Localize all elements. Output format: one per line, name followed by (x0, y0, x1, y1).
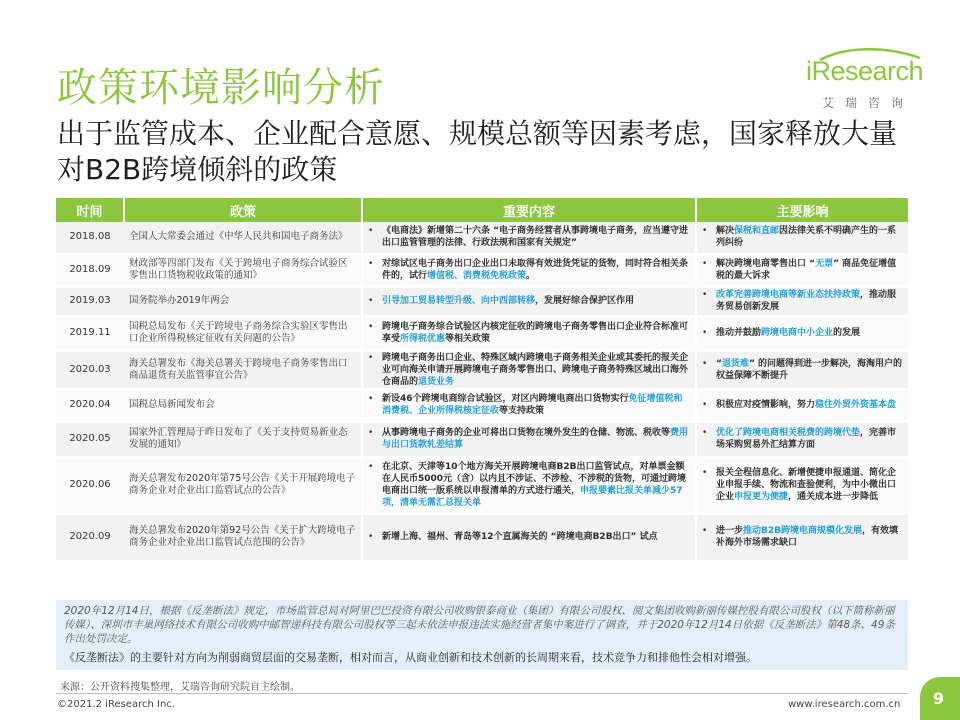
impact-text (716, 258, 903, 282)
bullet-icon: • (702, 290, 708, 300)
impact-text (716, 289, 903, 313)
bullet-icon: • (368, 428, 374, 438)
highlight-text: 优化了跨境电商相关税费的跨境代垫 (716, 428, 861, 438)
cell-impact (696, 316, 908, 350)
table-header-row (56, 198, 908, 222)
text-segment: 因法律关系不明确产生的一系列纠纷 (716, 226, 897, 249)
bullet-icon: • (368, 532, 374, 542)
policy-table (56, 198, 908, 563)
table-row (56, 316, 908, 350)
cell-policy: 国税总局发布《关于跨境电子商务综合实验区零售出口企业所得税核定征收有关问题的公告》 (124, 316, 362, 350)
highlight-text: 保税和直邮 (734, 226, 780, 237)
bullet-icon: • (368, 296, 374, 306)
cell-impact (696, 222, 908, 254)
logo-wordmark: iResearch (806, 56, 924, 86)
logo-chinese-name: 艾瑞咨询 (822, 96, 915, 110)
header-content: 重要内容 (362, 198, 696, 222)
text-segment: ，推动服务贸易创新发展 (716, 290, 897, 312)
highlight-text: 申报要素比报关单减少57项，清单无需汇总报关单 (382, 486, 683, 508)
cell-date: 2020.04 (56, 389, 124, 421)
cell-impact (696, 350, 908, 389)
impact-text (716, 467, 903, 503)
text-segment: 积极应对疫情影响，努力 (716, 400, 816, 410)
iresearch-logo (806, 56, 924, 110)
cell-policy: 全国人大常委会通过《中华人民共和国电子商务法》 (124, 222, 362, 254)
text-segment: ，发展好综合保护区作用 (535, 296, 635, 306)
table-row (56, 222, 908, 254)
cell-date: 2019.03 (56, 286, 124, 316)
impact-text (716, 525, 903, 549)
highlight-text: 增值税、消费税免税政策 (427, 271, 527, 281)
text-segment: ” 的问题得到进一步解决，海淘用户的权益保障不断提升 (716, 358, 902, 381)
cell-policy: 财政部等四部门发布《关于跨境电子商务综合试验区零售出口货物税收政策的通知》 (124, 254, 362, 286)
bullet-icon: • (368, 259, 374, 269)
cell-content (362, 513, 696, 561)
bullet-icon: • (368, 322, 374, 332)
highlight-text: 申报更为便捷 (734, 492, 789, 502)
cell-date: 2018.08 (56, 222, 124, 254)
cell-content (362, 222, 696, 254)
text-segment: 《电商法》新增第二十六条 “电子商务经营者从事跨境电子商务，应当遵守进出口监管管理的法律、行政法规和国家有关规定” (382, 226, 689, 249)
cell-date: 2020.06 (56, 457, 124, 513)
cell-policy: 国务院举办2019年两会 (124, 286, 362, 316)
impact-text (716, 225, 903, 249)
table-row (56, 389, 908, 421)
content-text (382, 393, 690, 417)
page-number: 9 (933, 689, 945, 708)
cell-policy: 国家外汇管理局于昨日发布了《关于支持贸易新业态发展的通知》 (124, 421, 362, 457)
text-segment: 。 (526, 271, 536, 281)
bullet-icon: • (368, 226, 374, 237)
bullet-icon: • (702, 526, 708, 536)
cell-impact (696, 421, 908, 457)
cell-content (362, 286, 696, 316)
bullet-icon: • (702, 358, 708, 369)
highlight-text: 退货难 (721, 358, 749, 369)
table-body (56, 222, 908, 561)
text-segment: 从事跨境电子商务的企业可将出口货物在境外发生的仓储、物流、税收等 (382, 428, 671, 438)
source-note: 来源：公开资料搜集整理，艾瑞咨询研究院自主绘制。 (60, 682, 300, 693)
footer-divider (56, 693, 908, 694)
text-segment: 推动并鼓励 (716, 328, 762, 338)
text-segment: 跨境电子商务综合试验区内核定征收的跨境电子商务零售出口企业符合标准可享受 (382, 322, 689, 344)
text-segment: 解决 (716, 226, 735, 237)
cell-content (362, 457, 696, 513)
impact-text (716, 327, 903, 339)
content-text (382, 321, 690, 345)
text-segment: 新增上海、福州、青岛等12个直属海关的 “跨境电商B2B出口” 试点 (382, 532, 658, 542)
bullet-icon: • (368, 352, 374, 363)
cell-policy: 海关总署发布2020年第92号公告《关于扩大跨境电子商务企业对企业出口监管试点范围的公告》 (124, 513, 362, 561)
bullet-icon: • (368, 394, 374, 404)
cell-content (362, 389, 696, 421)
table-row (56, 457, 908, 513)
website-link[interactable]: www.iresearch.com.cn (788, 699, 901, 710)
highlight-text: 改革完善跨境电商等新业态扶持政策 (716, 290, 861, 300)
cell-impact (696, 457, 908, 513)
content-text (382, 531, 690, 543)
cell-date: 2020.03 (56, 350, 124, 389)
table-row (56, 286, 908, 316)
page-subtitle: 出于监管成本、企业配合意愿、规模总额等因素考虑，国家释放大量对B2B跨境倾斜的政策 (57, 117, 898, 186)
header-impact: 主要影响 (696, 198, 908, 222)
bullet-icon: • (702, 328, 708, 338)
header-date: 时间 (56, 198, 124, 222)
highlight-text: 费用与出口货款轧差结算 (382, 428, 689, 450)
cell-policy: 海关总署发布《海关总署关于跨境电子商务零售出口商品退货有关监管事宜公告》 (124, 350, 362, 389)
cell-content (362, 350, 696, 389)
table-row (56, 421, 908, 457)
text-segment: ，有效填补海外市场需求缺口 (716, 526, 899, 548)
highlight-text: 推动B2B跨境电商规模化发展 (743, 526, 862, 536)
cell-policy: 国税总局新闻发布会 (124, 389, 362, 421)
bullet-icon: • (368, 462, 374, 472)
content-text (382, 352, 690, 388)
copyright: ©2021.2 iResearch Inc. (57, 699, 175, 710)
text-segment: 解决跨境电商零售出口 “ (716, 259, 816, 269)
text-segment: 跨境电子商务出口企业、特殊区域内跨境电子商务相关企业或其委托的报关企业可向海关申请开展跨境电子商务零售出口、跨境电子商务特殊区域出口海外仓商品的 (382, 352, 689, 387)
cell-impact (696, 286, 908, 316)
impact-text (716, 427, 903, 451)
impact-text (716, 399, 903, 411)
text-segment: 等相关政策 (445, 334, 491, 344)
text-segment: 进一步 (716, 526, 744, 536)
antitrust-case-note: 2020年12月14日，根据《反垄断法》规定，市场监管总局对阿里巴巴投资有限公司收购银泰商业（集团）有限公司股权、阅文集团收购新丽传媒控股有限公司股权（以下简称新丽传媒）、深圳市丰巢网络技术有限公司收购中邮智递科技有限公司股权等三起未依法申报违法实施经营者集中案进行了调查，并于2020年12月14日依据《反垄断法》第48条、49条作出处罚决定。 (64, 605, 895, 645)
highlight-text: 无票 (815, 259, 834, 269)
table-row (56, 254, 908, 286)
cell-content (362, 316, 696, 350)
bullet-icon: • (702, 226, 708, 237)
text-segment: 在北京、天津等10个地方海关开展跨境电商B2B出口监管试点，对单票金额在人民币5000元（含）以内且不涉证、不涉检、不涉税的货物，可通过跨境电商出口统一版系统以申报清单的方式进行通关， (382, 462, 687, 496)
highlight-text: 所得税优惠 (400, 334, 446, 344)
cell-policy: 海关总署发布2020年第75号公告《关于开展跨境电子商务企业对企业出口监管试点的公告》 (124, 457, 362, 513)
text-segment: 等支持政策 (499, 406, 545, 416)
cell-date: 2019.11 (56, 316, 124, 350)
content-text (382, 295, 690, 307)
content-text (382, 461, 690, 509)
note-box (56, 600, 908, 670)
bullet-icon: • (702, 468, 708, 478)
bullet-icon: • (702, 400, 708, 410)
cell-impact (696, 254, 908, 286)
content-text (382, 427, 690, 451)
cell-impact (696, 513, 908, 561)
text-segment: 的发展 (833, 328, 861, 338)
cell-date: 2020.05 (56, 421, 124, 457)
header-policy: 政策 (124, 198, 362, 222)
impact-text (716, 358, 903, 382)
bullet-icon: • (702, 428, 708, 438)
highlight-text: 跨境电商中小企业 (761, 328, 834, 338)
text-segment: ” 商品免征增值税的最大诉求 (716, 259, 897, 281)
highlight-text: 引导加工贸易转型升级、向中西部转移 (382, 296, 536, 306)
page-title: 政策环境影响分析 (57, 65, 385, 111)
cell-date: 2018.09 (56, 254, 124, 286)
content-text (382, 258, 690, 282)
antitrust-summary-note: 《反垄断法》的主要针对方向为削弱商贸层面的交易垄断，相对而言，从商业创新和技术创新的长周期来看，技术竞争力和排他性会相对增强。 (64, 651, 757, 664)
cell-content (362, 421, 696, 457)
text-segment: 新设46个跨境电商综合试验区，对区内跨境电商出口货物实行 (382, 394, 629, 404)
highlight-text: 免征增值税和消费税、企业所得税核定征收 (382, 394, 683, 416)
text-segment: 报关全程信息化、新增便捷申报通道、简化企业申报手续、物流和查验便利，为中小微出口企业 (716, 468, 897, 502)
table-row (56, 350, 908, 389)
content-text (382, 225, 690, 249)
cell-impact (696, 389, 908, 421)
highlight-text: 稳住外贸外资基本盘 (815, 400, 897, 410)
table-row (56, 513, 908, 561)
cell-date: 2020.09 (56, 513, 124, 561)
text-segment: ，通关成本进一步降低 (788, 492, 879, 502)
bullet-icon: • (702, 259, 708, 269)
text-segment: “ (716, 358, 722, 369)
text-segment: 对综试区电子商务出口企业出口未取得有效进货凭证的货物，同时符合相关条件的，试行 (382, 259, 689, 281)
text-segment: ，完善市场采购贸易外汇结算方面 (716, 428, 897, 450)
cell-content (362, 254, 696, 286)
highlight-text: 退货业务 (418, 376, 455, 387)
